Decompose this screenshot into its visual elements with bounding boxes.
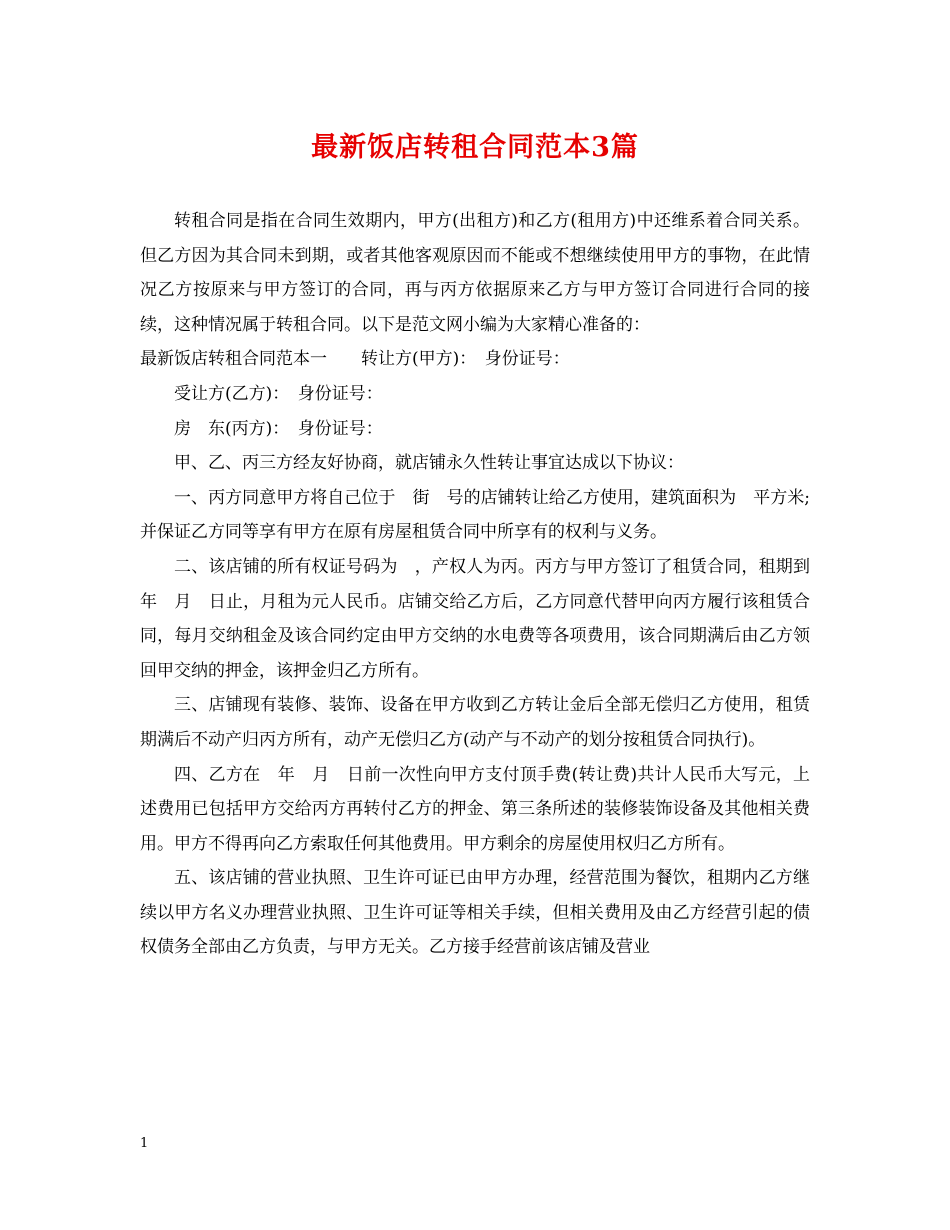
page-number: 1 (140, 1136, 149, 1151)
paragraph-party-b: 受让方(乙方)： 身份证号： (174, 383, 383, 404)
document-body (140, 204, 827, 965)
paragraph-clause-4: 四、乙方在 年 月 日前一次性向甲方支付顶手费(转让费)共计人民币大写元，上述费用已包括甲方交给丙方再转付乙方的押金、第三条所述的装修装饰设备及其他相关费用。甲方不得再向乙方索取任何其他费用。甲方剩余的房屋使用权归乙方所有。 (140, 764, 810, 854)
paragraph-clause-2: 二、该店铺的所有权证号码为 ，产权人为丙。丙方与甲方签订了租赁合同，租期到 年 月 日止，月租为元人民币。店铺交给乙方后，乙方同意代替甲向丙方履行该租赁合同，每月交纳租金及该合同约定由甲方交纳的水电费等各项费用，该合同期满后由乙方领回甲交纳的押金，该押金归乙方所有。 (140, 556, 827, 681)
paragraph-intro: 转租合同是指在合同生效期内，甲方(出租方)和乙方(租用方)中还维系着合同关系。但乙方因为其合同未到期，或者其他客观原因而不能或不想继续使用甲方的事物，在此情况乙方按原来与甲方签订的合同，再与丙方依据原来乙方与甲方签订合同进行合同的接续，这种情况属于转租合同。以下是范文网小编为大家精心准备的： (140, 211, 810, 335)
paragraph-clause-5: 五、该店铺的营业执照、卫生许可证已由甲方办理，经营范围为餐饮，租期内乙方继续以甲方名义办理营业执照、卫生许可证等相关手续，但相关费用及由乙方经营引起的债权债务全部由乙方负责，与甲方无关。乙方接手经营前该店铺及营业 (140, 868, 810, 958)
paragraph-party-c: 房 东(丙方)： 身份证号： (174, 418, 383, 439)
paragraph-template-heading: 最新饭店转租合同范本一 转让方(甲方)： 身份证号： (140, 349, 570, 370)
paragraph-clause-1: 一、丙方同意甲方将自己位于 街 号的店铺转让给乙方使用，建筑面积为 平方米;并保证乙方同等享有甲方在原有房屋租赁合同中所享有的权利与义务。 (140, 487, 810, 543)
paragraph-clause-3: 三、店铺现有装修、装饰、设备在甲方收到乙方转让金后全部无偿归乙方使用，租赁期满后不动产归丙方所有，动产无偿归乙方(动产与不动产的划分按租赁合同执行)。 (140, 695, 810, 750)
paragraph-agreement-intro: 甲、乙、丙三方经友好协商，就店铺永久性转让事宜达成以下协议： (174, 453, 684, 474)
document-title: 最新饭店转租合同范本3篇 (311, 132, 639, 163)
